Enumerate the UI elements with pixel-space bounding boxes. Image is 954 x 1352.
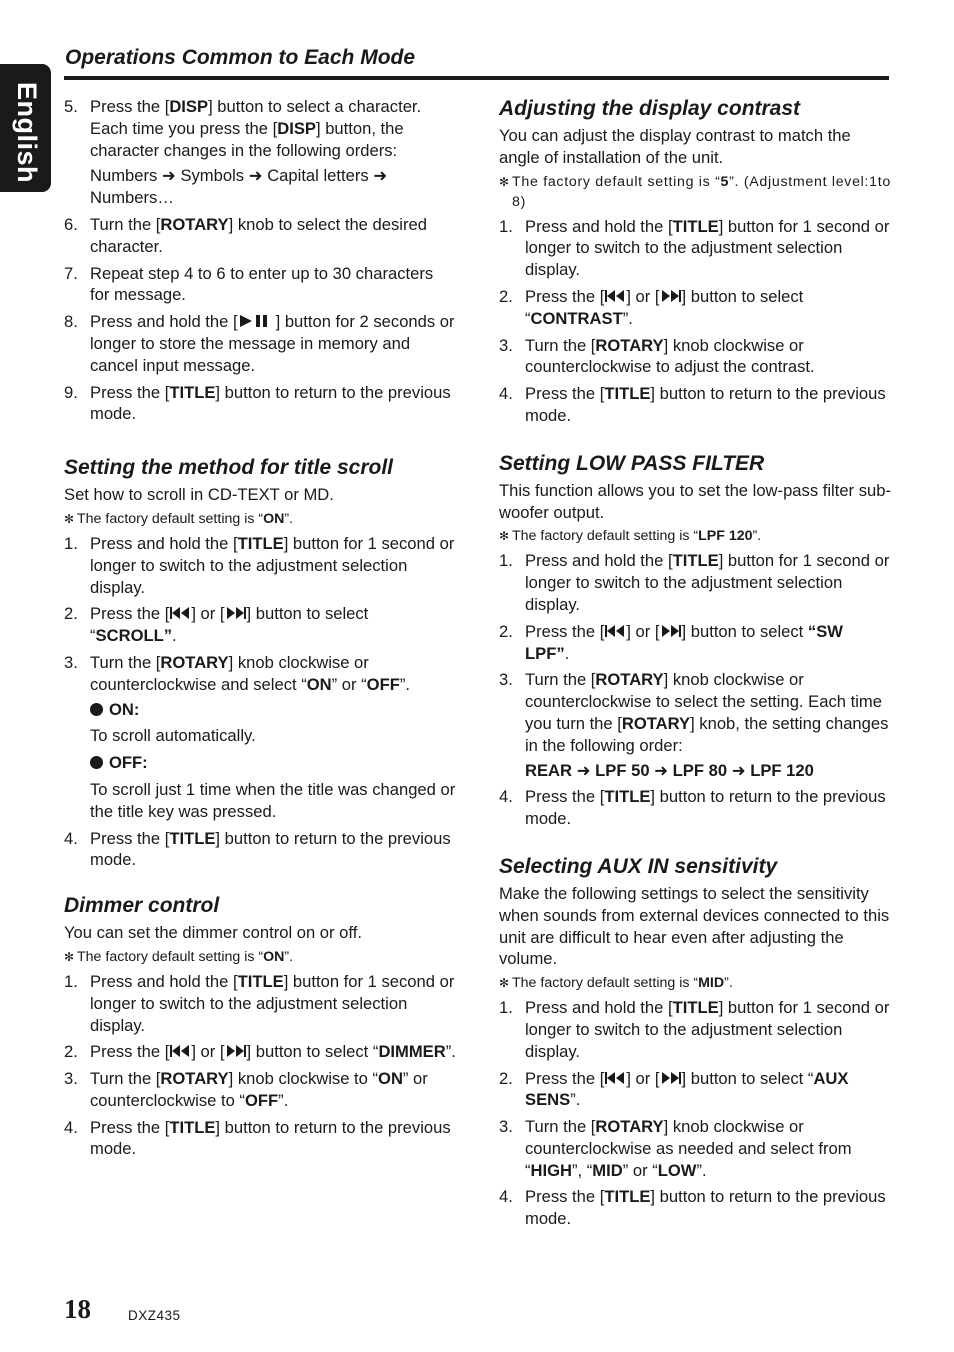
button-name: ROTARY — [160, 1069, 229, 1089]
list-item — [64, 652, 456, 823]
step-text: Repeat step 4 to 6 to enter up to 30 characters for message. — [90, 263, 434, 305]
list-item — [64, 382, 456, 426]
list-item — [64, 971, 456, 1036]
step-text: Press the [ — [90, 382, 170, 402]
default-note — [64, 509, 456, 529]
section-title: Setting LOW PASS FILTER — [499, 451, 765, 475]
bullet-icon — [90, 756, 103, 769]
setting-value: OFF — [244, 1090, 279, 1110]
step-number: 1. — [64, 533, 78, 553]
step-text: ] button for 1 second or longer to switch to the adjustment selection display. — [90, 533, 455, 597]
step-text: Press and hold the [ — [90, 971, 238, 991]
step-text: Press the [ — [90, 604, 170, 624]
step-text: ] button for 2 seconds or longer to store the message in memory and cancel input message. — [90, 312, 455, 375]
step-text: ] button to select “ — [246, 1042, 379, 1062]
step-text: Turn the [ — [525, 1117, 596, 1137]
step-text: ] button for 1 second or longer to switch to the adjustment selection display. — [90, 971, 455, 1035]
button-name: TITLE — [672, 998, 719, 1018]
note-text: The factory default setting is “ — [512, 528, 699, 545]
step-text: ] button to return to the previous mode. — [90, 828, 451, 870]
button-name: ROTARY — [595, 670, 664, 690]
step-number: 3. — [64, 652, 78, 672]
step-text: ] button to return to the previous mode. — [90, 382, 451, 424]
default-note — [499, 172, 891, 212]
step-text: ] button to return to the previous mode. — [525, 787, 886, 829]
step-text: ] knob clockwise or counterclockwise as needed and select from “ — [525, 1117, 852, 1180]
asterisk-icon: ✻ — [64, 949, 75, 964]
step-number: 2. — [64, 1042, 78, 1062]
step-number: 1. — [499, 551, 513, 571]
step-text: Press the [ — [525, 621, 605, 641]
button-name: TITLE — [169, 828, 216, 848]
language-tab — [0, 64, 51, 192]
section-intro: You can set the dimmer control on or off. — [64, 923, 362, 943]
list-item — [64, 828, 456, 872]
step-number: 3. — [64, 1069, 78, 1089]
section-intro: Make the following settings to select the sensitivity when sounds from external devices connected to this unit are difficult to hear even after adjusting the volume. — [499, 883, 890, 969]
button-name: TITLE — [672, 216, 719, 236]
list-item — [64, 214, 456, 258]
step-text: ] button to select a character. Each time you press the [ — [90, 97, 422, 138]
step-text: ”. — [570, 1090, 581, 1110]
step-text: ] button, the character changes in the following orders: — [90, 118, 404, 160]
step-text: ” or counterclockwise to “ — [90, 1069, 428, 1110]
setting-value: “SW LPF” — [525, 621, 843, 663]
previous-track-icon — [604, 289, 626, 303]
step-text: ] or [ — [191, 1042, 225, 1062]
step-text: ] knob to select the desired character. — [90, 214, 427, 256]
step-number: 3. — [499, 335, 513, 355]
button-name: TITLE — [169, 382, 216, 402]
button-name: TITLE — [169, 1117, 216, 1137]
step-number: 2. — [499, 286, 513, 306]
play-pause-icon — [238, 314, 276, 328]
note-value: 5 — [720, 173, 730, 190]
button-name: ROTARY — [595, 1117, 664, 1137]
option-description: To scroll just 1 time when the title was changed or the title key was pressed. — [90, 779, 456, 821]
list-item — [499, 550, 891, 615]
step-number: 1. — [64, 971, 78, 991]
step-text: Press the [ — [90, 1042, 170, 1062]
step-text: ] knob, the setting changes in the following order: — [525, 713, 889, 755]
previous-track-icon — [604, 624, 626, 638]
list-item — [64, 311, 456, 376]
step-text: ] or [ — [626, 1068, 660, 1088]
button-name: TITLE — [237, 533, 284, 553]
list-item — [64, 1041, 456, 1063]
setting-value: AUX SENS — [525, 1068, 849, 1110]
title-scroll-section — [64, 455, 456, 871]
step-text: ] knob clockwise or counterclockwise and select “ — [90, 652, 369, 694]
default-note — [499, 973, 891, 993]
step-number: 4. — [64, 828, 78, 848]
option-description: To scroll automatically. — [90, 726, 256, 746]
step-text: Press the [ — [525, 1068, 605, 1088]
steps-5-to-9 — [64, 96, 456, 425]
list-item — [499, 216, 891, 281]
step-text: Turn the [ — [525, 670, 596, 690]
step-text: Press the [ — [525, 1187, 605, 1207]
step-number: 4. — [499, 384, 513, 404]
step-text: ] knob clockwise or counterclockwise to select the setting. Each time you turn the [ — [525, 670, 882, 733]
bullet-icon — [90, 703, 103, 716]
default-note — [499, 526, 891, 546]
option-label: ON: — [109, 699, 140, 719]
list-item — [499, 335, 891, 379]
button-name: TITLE — [604, 384, 651, 404]
button-name: ROTARY — [160, 652, 229, 672]
step-text: ] knob clockwise or counterclockwise to adjust the contrast. — [525, 335, 815, 377]
step-text: Press the [ — [525, 384, 605, 404]
list-item — [499, 286, 891, 330]
section-intro: You can adjust the display contrast to match the angle of installation of the unit. — [499, 126, 851, 167]
step-number: 1. — [499, 998, 513, 1018]
button-name: TITLE — [237, 971, 284, 991]
lpf-section — [499, 451, 891, 830]
contrast-section — [499, 96, 891, 427]
asterisk-icon: ✻ — [499, 976, 510, 991]
step-text: Press and hold the [ — [525, 998, 673, 1018]
step-text: ] button for 1 second or longer to switch to the adjustment selection display. — [525, 551, 890, 614]
setting-value: ON — [306, 674, 332, 694]
step-number: 4. — [499, 787, 513, 807]
next-track-icon — [660, 1071, 682, 1085]
step-text: ] button to select “ — [681, 1068, 814, 1088]
step-number: 2. — [499, 1068, 513, 1088]
list-item — [64, 533, 456, 598]
steps — [64, 971, 456, 1160]
step-text: ] button for 1 second or longer to switch to the adjustment selection display. — [525, 998, 890, 1061]
next-track-icon — [660, 624, 682, 638]
step-number: 1. — [499, 216, 513, 236]
character-order: Numbers ➜ Symbols ➜ Capital letters ➜ Numbers… — [90, 166, 388, 208]
list-item — [499, 621, 891, 665]
button-name: TITLE — [604, 1187, 651, 1207]
setting-value: LOW — [657, 1160, 697, 1180]
note-text: The factory default setting is “ — [77, 948, 264, 965]
note-text: ”. — [284, 510, 294, 527]
step-text: ”, “ — [572, 1160, 593, 1180]
note-text: The factory default setting is “ — [512, 975, 699, 992]
note-text: The factory default setting is “ — [512, 173, 721, 190]
button-name: ROTARY — [160, 214, 229, 234]
step-text: . — [564, 643, 570, 663]
step-text: ”. — [696, 1160, 707, 1180]
note-value: MID — [698, 975, 725, 992]
note-text: ”. — [284, 948, 294, 965]
step-text: ] or [ — [626, 286, 660, 306]
previous-track-icon — [169, 606, 191, 620]
page-header: Operations Common to Each Mode — [65, 46, 416, 69]
button-name: ROTARY — [595, 335, 664, 355]
note-value: ON — [263, 510, 285, 527]
button-name: TITLE — [604, 787, 651, 807]
step-text: ”. — [445, 1042, 456, 1062]
step-text: Press the [ — [525, 787, 605, 807]
button-name: ROTARY — [621, 713, 691, 733]
step-number: 3. — [499, 670, 513, 690]
dimmer-section — [64, 893, 456, 1160]
model-number: DXZ435 — [128, 1308, 181, 1323]
asterisk-icon: ✻ — [499, 529, 510, 544]
step-text: Press and hold the [ — [90, 533, 238, 553]
step-text: ” or “ — [622, 1160, 658, 1180]
asterisk-icon: ✻ — [499, 174, 510, 189]
step-text: Press and hold the [ — [90, 312, 238, 332]
previous-track-icon — [604, 1071, 626, 1085]
setting-value: HIGH — [530, 1160, 573, 1180]
step-text: ] button to select — [681, 621, 808, 641]
step-number: 7. — [64, 263, 78, 283]
step-text: ”. — [622, 308, 633, 328]
setting-value: OFF — [366, 674, 400, 694]
step-number: 9. — [64, 382, 78, 402]
header-divider — [64, 76, 889, 80]
step-number: 4. — [499, 1187, 513, 1207]
aux-section — [499, 854, 891, 1230]
button-name: DISP — [169, 97, 209, 116]
page-number: 18 — [64, 1294, 91, 1324]
option-off — [90, 752, 456, 774]
default-note — [64, 947, 456, 967]
note-text: ”. — [752, 528, 762, 545]
setting-value: MID — [592, 1160, 623, 1180]
language-tab-label: English — [12, 82, 42, 184]
step-text: Turn the [ — [90, 1069, 161, 1089]
step-text: ”. — [399, 674, 410, 694]
step-text: ] button to return to the previous mode. — [525, 384, 886, 425]
button-name: TITLE — [672, 551, 719, 571]
previous-track-icon — [169, 1044, 191, 1058]
list-item — [499, 669, 891, 781]
section-title: Selecting AUX IN sensitivity — [499, 854, 778, 878]
step-text: Press and hold the [ — [525, 216, 673, 236]
step-number: 4. — [64, 1117, 78, 1137]
step-text: Press and hold the [ — [525, 551, 673, 571]
option-label: OFF: — [109, 753, 148, 773]
list-item — [499, 1186, 891, 1230]
section-intro: This function allows you to set the low-pass filter sub-woofer output. — [499, 480, 891, 522]
steps — [499, 997, 891, 1230]
step-text: Press the [ — [90, 97, 170, 116]
step-text: Press the [ — [525, 286, 605, 306]
step-text: Press the [ — [90, 1117, 170, 1137]
step-text: ” or “ — [331, 674, 367, 694]
steps — [499, 216, 891, 427]
step-number: 2. — [64, 604, 78, 624]
step-text: Press the [ — [90, 828, 170, 848]
step-text: ] knob clockwise to “ — [228, 1069, 379, 1089]
next-track-icon — [660, 289, 682, 303]
note-value: LPF 120 — [698, 528, 753, 545]
step-text: ] button to return to the previous mode. — [525, 1187, 886, 1229]
list-item — [64, 263, 456, 307]
steps — [499, 550, 891, 830]
setting-value: DIMMER — [378, 1042, 446, 1062]
step-number: 3. — [499, 1117, 513, 1137]
setting-value: SCROLL” — [95, 626, 173, 646]
note-text: ”. (Adjustment level:1to 8) — [512, 173, 892, 210]
setting-value: ON — [378, 1069, 403, 1089]
setting-value: CONTRAST — [530, 308, 623, 328]
step-text: . — [172, 626, 177, 646]
list-item — [499, 997, 891, 1062]
right-column — [499, 96, 891, 1235]
step-text: ] button to select “ — [525, 286, 804, 328]
section-title: Dimmer control — [64, 894, 220, 918]
list-item — [64, 1117, 456, 1161]
lpf-order: REAR ➜ LPF 50 ➜ LPF 80 ➜ LPF 120 — [525, 760, 814, 780]
asterisk-icon: ✻ — [64, 511, 75, 526]
left-column — [64, 96, 456, 1165]
next-track-icon — [225, 606, 247, 620]
steps — [64, 533, 456, 871]
note-text: ”. — [724, 975, 733, 992]
step-number: 6. — [64, 214, 78, 234]
step-text: Turn the [ — [90, 652, 161, 672]
list-item — [499, 383, 891, 427]
step-text: ] or [ — [191, 604, 225, 624]
step-number: 8. — [64, 312, 78, 332]
step-number: 5. — [64, 97, 78, 116]
step-text: ] button to select “ — [90, 604, 369, 646]
step-text: ] button to return to the previous mode. — [90, 1117, 451, 1159]
list-item — [499, 1068, 891, 1112]
step-number: 2. — [499, 621, 513, 641]
list-item — [64, 603, 456, 647]
step-text: ] or [ — [626, 621, 660, 641]
section-title: Setting the method for title scroll — [64, 456, 394, 480]
list-item — [499, 786, 891, 830]
step-text: Turn the [ — [525, 335, 596, 355]
list-item — [64, 96, 456, 209]
button-name: DISP — [277, 118, 316, 138]
list-item — [64, 1068, 456, 1112]
option-on — [90, 699, 456, 721]
step-text: ”. — [278, 1090, 289, 1110]
section-title: Adjusting the display contrast — [499, 97, 801, 120]
section-intro: Set how to scroll in CD-TEXT or MD. — [64, 485, 334, 505]
step-text: ] button for 1 second or longer to switch to the adjustment selection display. — [525, 216, 890, 280]
note-value: ON — [263, 948, 285, 965]
step-text: Turn the [ — [90, 214, 161, 234]
list-item — [499, 1116, 891, 1181]
note-text: The factory default setting is “ — [77, 510, 264, 527]
next-track-icon — [225, 1044, 247, 1058]
